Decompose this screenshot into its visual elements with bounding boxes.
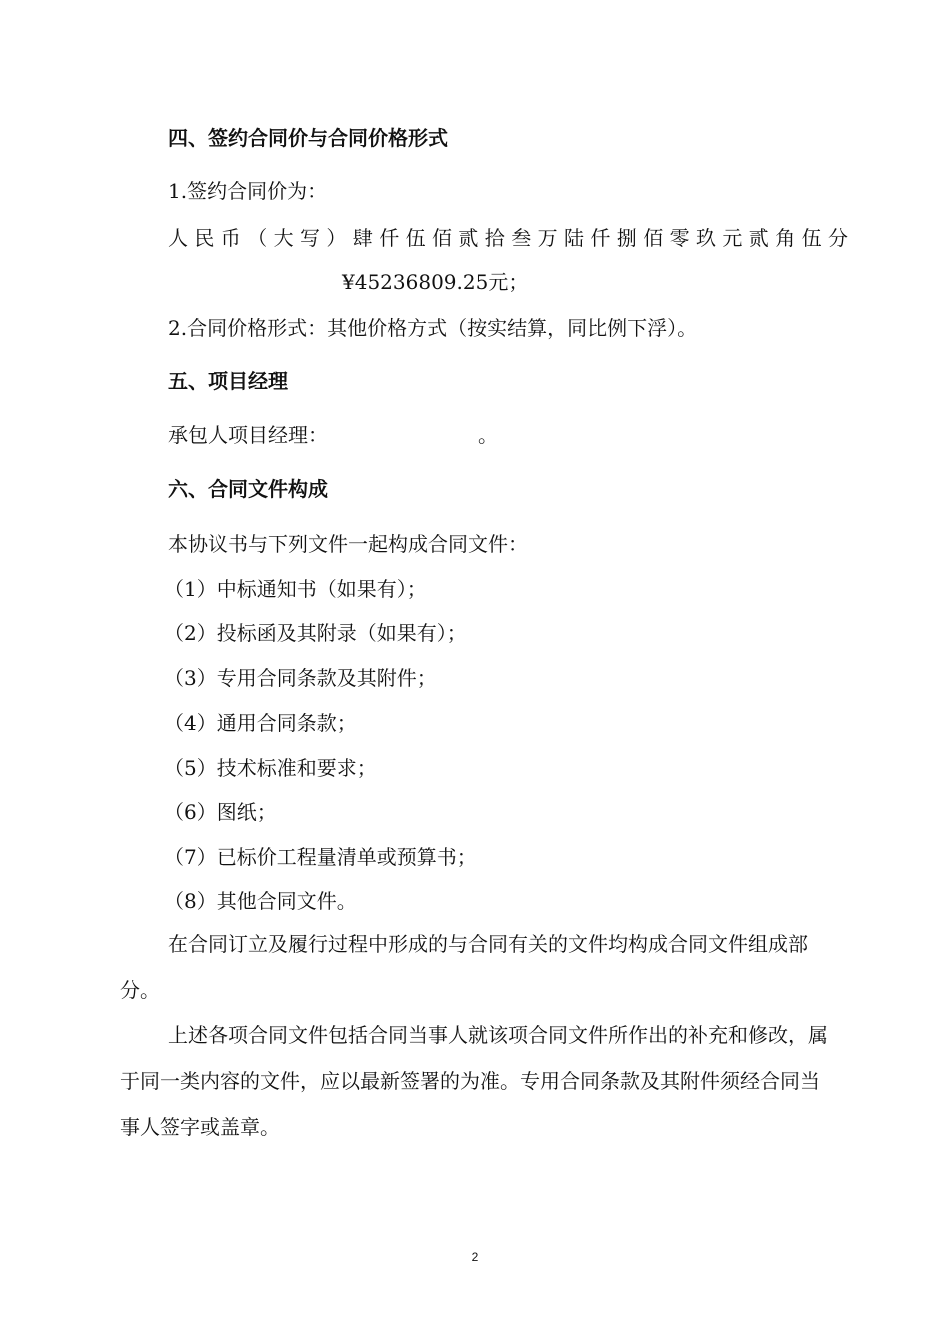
project-manager-label: 承包人项目经理： [168,423,328,447]
project-manager-line [168,421,498,449]
document-list-item: （8）其他合同文件。 [164,889,357,913]
document-list-item: （6）图纸； [164,800,277,824]
page-number: 2 [471,1250,479,1264]
section-5-heading: 五、项目经理 [168,369,288,393]
paragraph-precedence-text: 上述各项合同文件包括合同当事人就该项合同文件所作出的补充和修改，属于同一类内容的文件，应以最新签署的为准。专用合同条款及其附件须经合同当事人签字或盖章。 [120,1023,828,1139]
paragraph-composition-text: 在合同订立及履行过程中形成的与合同有关的文件均构成合同文件组成部分。 [120,932,808,1002]
contract-price-label: 1.签约合同价为： [168,179,328,203]
document-list-item: （4）通用合同条款； [164,711,357,735]
document-list-item: （2）投标函及其附录（如果有）； [164,621,467,645]
document-list-item: （1）中标通知书（如果有）； [164,577,427,601]
price-form: 2.合同价格形式：其他价格方式（按实结算，同比例下浮）。 [168,316,698,340]
contract-price-figure: ¥45236809.25元； [342,270,529,294]
document-list-item: （7）已标价工程量清单或预算书； [164,845,477,869]
section-6-heading: 六、合同文件构成 [168,477,328,501]
document-list-item: （3）专用合同条款及其附件； [164,666,437,690]
paragraph-precedence [120,1012,832,1150]
section-4-heading: 四、签约合同价与合同价格形式 [168,126,448,150]
project-manager-end: 。 [478,423,498,447]
contract-price-words: 人民币（大写）肆仟伍佰贰拾叁万陆仟捌佰零玖元贰角伍分 [168,226,855,250]
document-list-item: （5）技术标准和要求； [164,756,377,780]
documents-intro: 本协议书与下列文件一起构成合同文件： [168,532,528,556]
paragraph-composition [120,921,832,1013]
